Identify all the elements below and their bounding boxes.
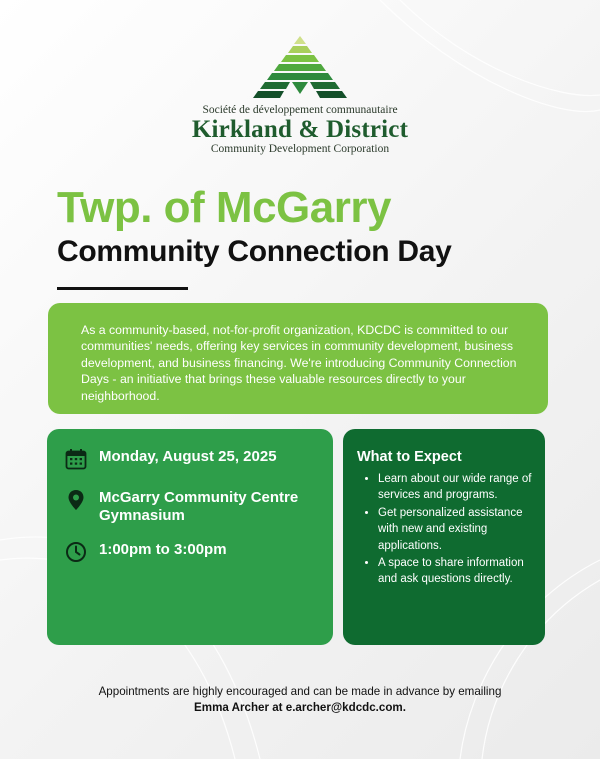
clock-icon	[65, 541, 87, 563]
org-name: Kirkland & District	[191, 116, 409, 143]
page-subtitle: Community Connection Day	[57, 235, 452, 268]
expect-title: What to Expect	[357, 449, 462, 465]
page-title: Twp. of McGarry	[57, 183, 391, 232]
list-item: • Get personalized assistance with new and existing applications.	[378, 505, 533, 554]
event-date: Monday, August 25, 2025	[99, 448, 277, 465]
event-location-line2: Gymnasium	[99, 507, 185, 524]
intro-box	[48, 303, 548, 414]
calendar-icon	[65, 448, 87, 470]
footer-note	[0, 684, 600, 716]
list-item: • Learn about our wide range of services and programs.	[378, 471, 533, 504]
intro-text: As a community-based, not-for-profit organization, KDCDC is committed to our communities' needs, offering key services in community development, business development, and business financing. We're introducing Community Connection Days - an initiative that brings these valuable resources directly to your neighborhood.	[81, 323, 517, 403]
event-details-card	[47, 429, 333, 645]
title-divider	[57, 287, 188, 290]
event-time: 1:00pm to 3:00pm	[99, 541, 227, 558]
map-pin-icon	[65, 489, 87, 511]
event-time-row	[65, 541, 227, 563]
stacked-triangle-logo-icon	[246, 36, 354, 100]
footer-contact: Emma Archer at e.archer@kdcdc.com.	[194, 701, 406, 714]
event-location	[99, 489, 298, 525]
what-to-expect-card	[343, 429, 545, 645]
list-item: • A space to share information and ask questions directly.	[378, 555, 533, 588]
org-name-french: Société de développement communautaire	[202, 104, 398, 116]
footer-line1: Appointments are highly encouraged and can be made in advance by emailing	[98, 685, 502, 698]
event-location-line1: McGarry Community Centre	[99, 489, 299, 506]
event-location-row	[65, 489, 298, 525]
org-name-english: Community Development Corporation	[210, 143, 390, 155]
event-date-row	[65, 448, 277, 470]
expect-list	[357, 471, 533, 588]
